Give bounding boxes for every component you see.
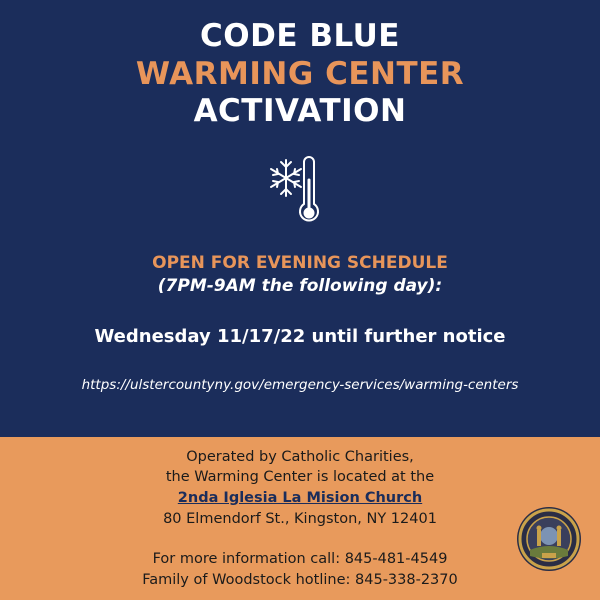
address-text: 80 Elmendorf St., Kingston, NY 12401 (163, 511, 437, 527)
date-text: Wednesday 11/17/22 until further notice (94, 326, 506, 347)
heading-line-1: CODE BLUE (200, 18, 400, 54)
phone-text: For more information call: 845-481-4549 (152, 551, 448, 567)
hours-text: (7PM-9AM the following day): (157, 276, 443, 296)
location-name-link[interactable]: 2nda Iglesia La Mision Church (177, 490, 423, 506)
operated-by-text: Operated by Catholic Charities, (186, 449, 414, 465)
thermometer-snowflake-icon (268, 152, 332, 228)
heading-line-3: ACTIVATION (193, 93, 407, 129)
hotline-text: Family of Woodstock hotline: 845-338-2370 (142, 572, 458, 588)
county-seal (516, 506, 582, 572)
open-schedule-label: OPEN FOR EVENING SCHEDULE (152, 253, 448, 273)
info-url[interactable]: https://ulstercountyny.gov/emergency-services/warming-centers (81, 377, 519, 393)
location-intro-text: the Warming Center is located at the (165, 469, 435, 485)
heading-line-2: WARMING CENTER (135, 56, 465, 92)
